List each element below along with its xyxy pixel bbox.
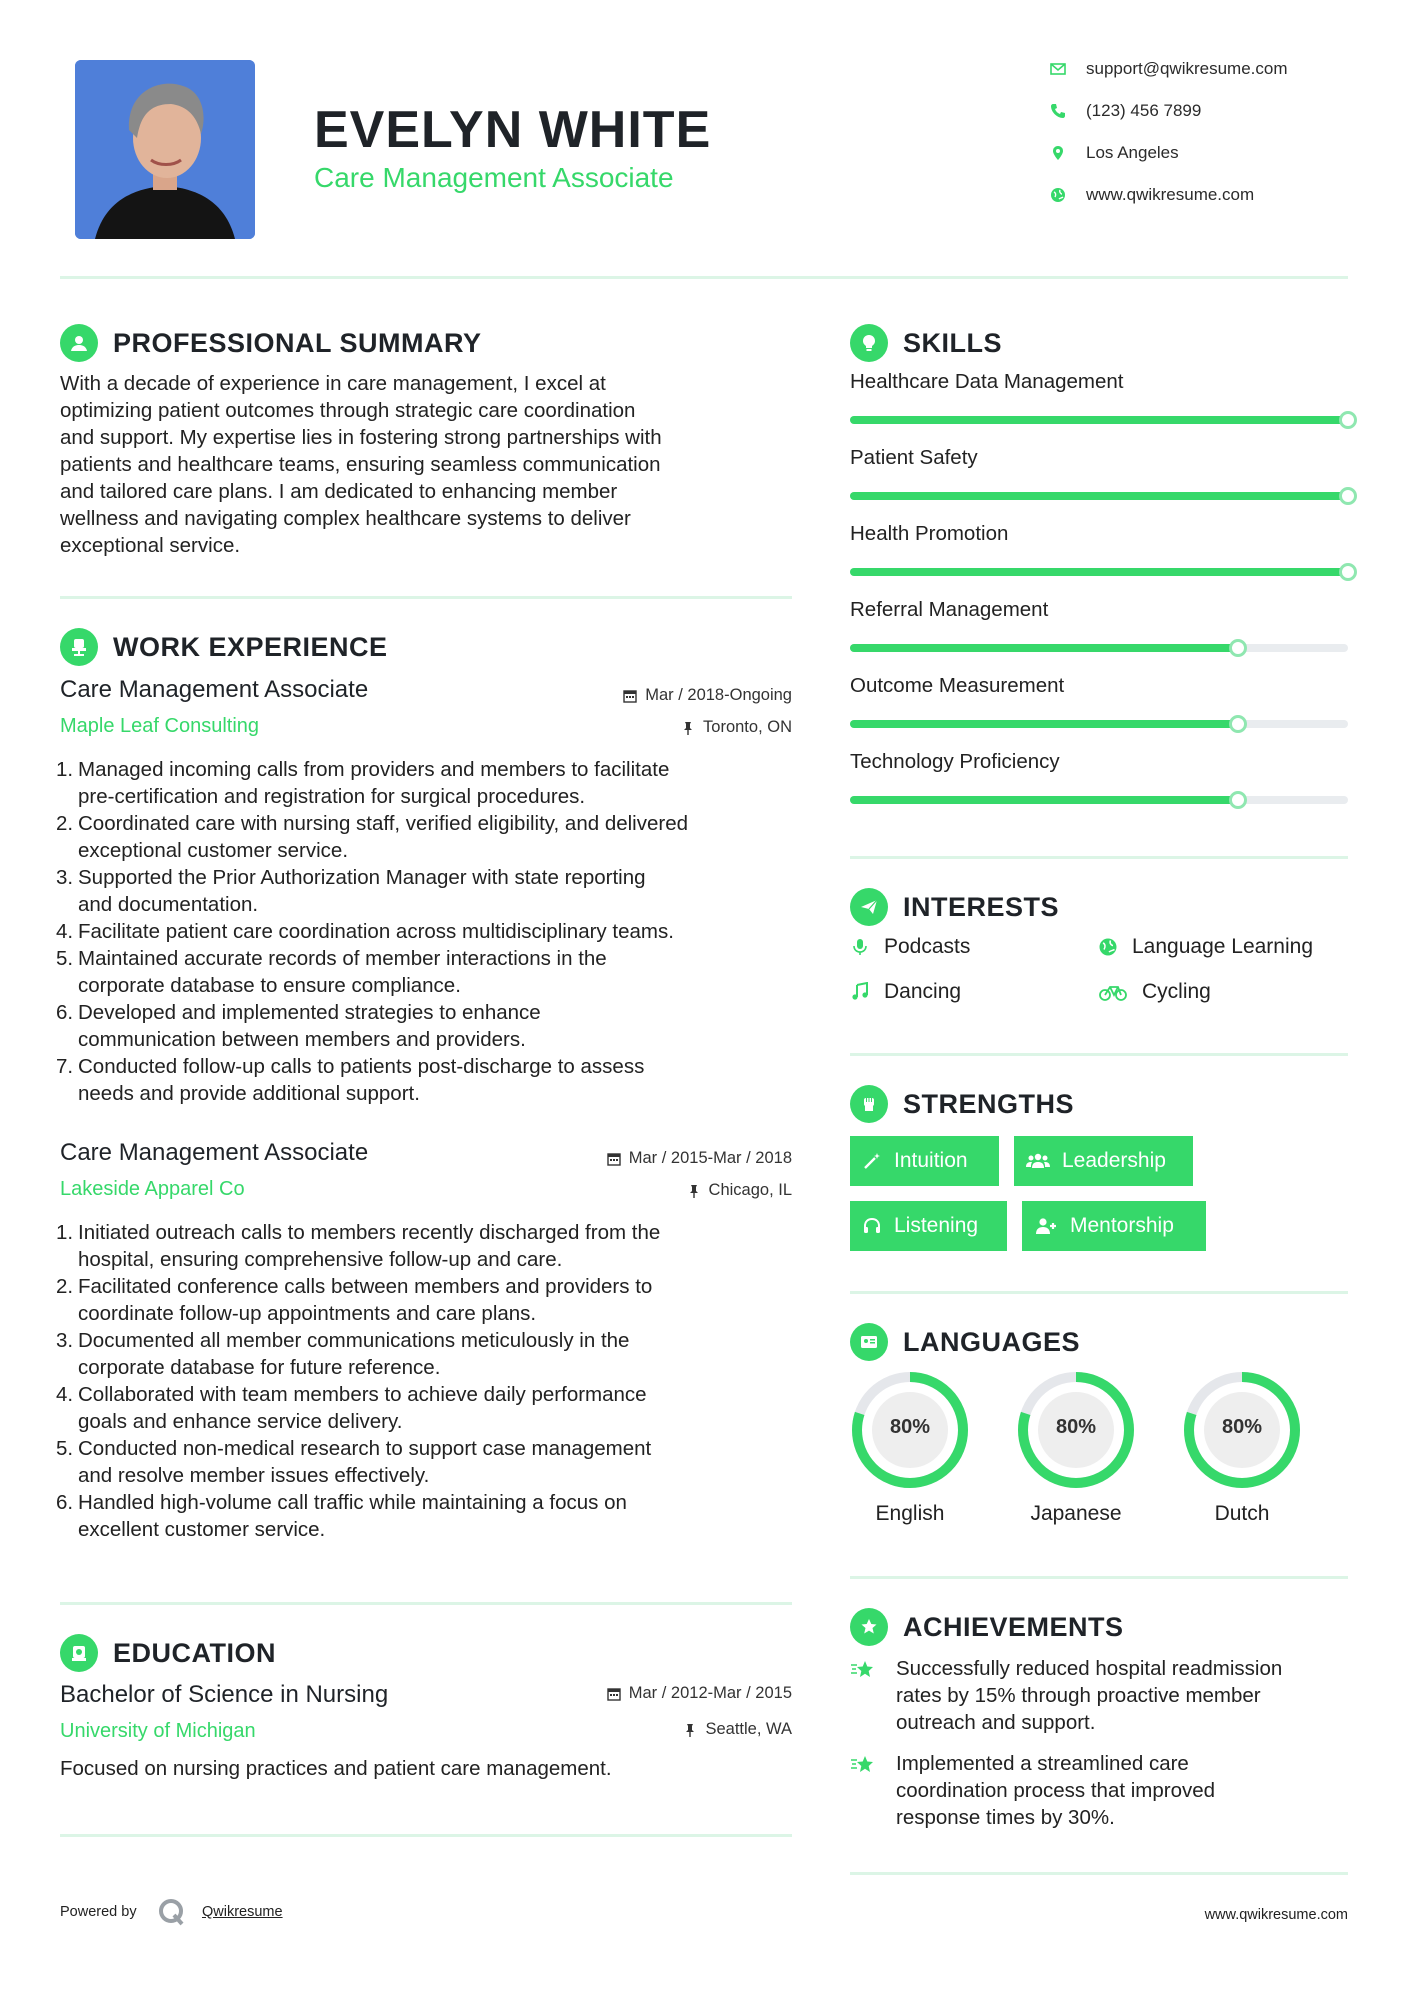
language-name: English: [875, 1502, 945, 1525]
achievements-heading: ACHIEVEMENTS: [850, 1608, 1124, 1646]
languages-heading: LANGUAGES: [850, 1323, 1080, 1361]
list-item: 7. Conducted follow-up calls to patients post-discharge to assess needs and provide additional support.: [56, 1055, 645, 1105]
globe-icon: [1098, 937, 1132, 957]
job-location: Toronto, ON: [560, 718, 792, 737]
language-percent: 80%: [1221, 1416, 1263, 1438]
music-note-icon: [850, 982, 884, 1002]
skill-bar-knob: [1339, 563, 1357, 581]
candidate-name: EVELYN WHITE: [314, 101, 712, 159]
strength-tag-mentorship: Mentorship: [1022, 1201, 1206, 1251]
achievement-item: Successfully reduced hospital readmission rates by 15% through proactive member outreach and support.: [850, 1655, 1348, 1736]
pushpin-icon: [681, 721, 695, 735]
headphones-icon: [862, 1216, 882, 1236]
company-name: Maple Leaf Consulting: [60, 715, 260, 737]
skills-divider: [850, 856, 1348, 859]
strengths-divider: [850, 1291, 1348, 1294]
star-badge-icon: [850, 1608, 888, 1646]
work-divider: [60, 1602, 792, 1605]
skill-bar-fill: [850, 568, 1348, 576]
job-title: Care Management Associate: [60, 1139, 369, 1166]
star-icon: [850, 1655, 896, 1736]
job-location: Chicago, IL: [560, 1181, 792, 1200]
strength-tag-intuition: Intuition: [850, 1136, 999, 1186]
users-icon: [1026, 1151, 1050, 1171]
skill-bar-track: [850, 416, 1348, 424]
contact-website[interactable]: [1050, 180, 1380, 210]
language-ring: [1014, 1368, 1138, 1492]
interest-dancing: Dancing: [850, 980, 961, 1004]
languages-divider: [850, 1576, 1348, 1579]
list-item: 6. Developed and implemented strategies to enhance communication between members and providers.: [56, 1001, 541, 1051]
powered-by-label: Powered by: [60, 1904, 137, 1920]
interest-podcasts: Podcasts: [850, 935, 970, 959]
profile-photo: [75, 60, 255, 239]
strength-tag-listening: Listening: [850, 1201, 1007, 1251]
skills-heading: SKILLS: [850, 324, 1002, 362]
skill-bar-fill: [850, 720, 1238, 728]
work-heading: WORK EXPERIENCE: [60, 628, 388, 666]
list-item: 1. Initiated outreach calls to members recently discharged from the hospital, ensuring comprehensive follow-up and care.: [56, 1221, 661, 1271]
phone-icon: [1050, 103, 1086, 119]
magic-wand-icon: [862, 1151, 882, 1171]
summary-divider: [60, 596, 792, 599]
school-name: University of Michigan: [60, 1720, 256, 1742]
list-item: 5. Maintained accurate records of member interactions in the corporate database to ensure compliance.: [56, 947, 607, 997]
interest-language-learning: Language Learning: [1098, 935, 1313, 959]
skill-label: Health Promotion: [850, 522, 1009, 545]
language-percent: 80%: [1055, 1416, 1097, 1438]
contact-location: [1050, 138, 1380, 168]
footer-website[interactable]: www.qwikresume.com: [1204, 1907, 1348, 1923]
envelope-icon: [1050, 61, 1086, 77]
paper-plane-icon: [850, 888, 888, 926]
candidate-title: Care Management Associate: [314, 162, 674, 193]
interest-cycling: Cycling: [1098, 980, 1211, 1004]
list-item: 4. Facilitate patient care coordination across multidisciplinary teams.: [56, 920, 674, 943]
interests-divider: [850, 1053, 1348, 1056]
star-icon: [850, 1750, 896, 1831]
list-item: 4. Collaborated with team members to achieve daily performance goals and enhance service delivery.: [56, 1383, 647, 1433]
language-ring: [848, 1368, 972, 1492]
skill-bar-knob: [1339, 487, 1357, 505]
language-name: Japanese: [1030, 1502, 1122, 1525]
user-plus-icon: [1034, 1216, 1058, 1236]
language-name: Dutch: [1214, 1502, 1270, 1525]
user-icon: [60, 324, 98, 362]
job-responsibilities: [56, 756, 800, 1107]
contact-location-text: Los Angeles: [1086, 143, 1179, 162]
list-item: 2. Coordinated care with nursing staff, verified eligibility, and delivered exceptional customer service.: [56, 812, 689, 862]
skill-bar-track: [850, 720, 1348, 728]
summary-text: With a decade of experience in care management, I excel at optimizing patient outcomes through strategic care coordination and support. My expertise lies in fostering strong partnerships with patients and healthcare teams, ensuring seamless communication and tailored care plans. I am dedicated to enhancing member wellness and navigating complex healthcare systems to deliver exceptional service.: [60, 372, 662, 557]
skill-label: Referral Management: [850, 598, 1049, 621]
contact-website-text: www.qwikresume.com: [1086, 185, 1255, 204]
calendar-icon: [623, 689, 637, 703]
skill-bar-track: [850, 568, 1348, 576]
microphone-icon: [850, 937, 884, 957]
skill-bar-track: [850, 644, 1348, 652]
qwikresume-logo: [158, 1898, 186, 1926]
contact-email-text: support@qwikresume.com: [1086, 59, 1288, 78]
lightbulb-icon: [850, 324, 888, 362]
briefcase-chair-icon: [60, 628, 98, 666]
skill-bar-fill: [850, 416, 1348, 424]
list-item: 2. Facilitated conference calls between members and providers to coordinate follow-up appointments and care plans.: [56, 1275, 653, 1325]
skill-bar-fill: [850, 644, 1238, 652]
skill-label: Healthcare Data Management: [850, 370, 1124, 393]
graduate-icon: [60, 1634, 98, 1672]
education-divider: [60, 1834, 792, 1837]
skill-bar-fill: [850, 492, 1348, 500]
qwikresume-link[interactable]: Qwikresume: [202, 1904, 283, 1920]
bicycle-icon: [1098, 982, 1142, 1002]
skill-label: Technology Proficiency: [850, 750, 1060, 773]
skill-bar-knob: [1229, 715, 1247, 733]
education-description: Focused on nursing practices and patient care management.: [60, 1757, 612, 1780]
summary-heading: PROFESSIONAL SUMMARY: [60, 324, 482, 362]
map-pin-icon: [1050, 145, 1086, 161]
list-item: 3. Documented all member communications meticulously in the corporate database for future reference.: [56, 1329, 630, 1379]
header-divider: [60, 276, 1348, 279]
calendar-icon: [607, 1687, 621, 1701]
skill-label: Outcome Measurement: [850, 674, 1065, 697]
contact-phone-text: (123) 456 7899: [1086, 101, 1202, 120]
list-item: 1. Managed incoming calls from providers and members to facilitate pre-certification and registration for surgical procedures.: [56, 758, 670, 808]
job-date: Mar / 2018-Ongoing: [560, 686, 792, 705]
achievements-divider: [850, 1872, 1348, 1875]
id-card-icon: [850, 1323, 888, 1361]
list-item: 3. Supported the Prior Authorization Manager with state reporting and documentation.: [56, 866, 646, 916]
degree-title: Bachelor of Science in Nursing: [60, 1681, 389, 1708]
interests-heading: INTERESTS: [850, 888, 1059, 926]
job-responsibilities: [56, 1219, 800, 1543]
language-ring: [1180, 1368, 1304, 1492]
education-date: Mar / 2012-Mar / 2015: [540, 1684, 792, 1703]
job-title: Care Management Associate: [60, 676, 369, 703]
list-item: 5. Conducted non-medical research to support case management and resolve member issues effectively.: [56, 1437, 652, 1487]
skill-bar-track: [850, 796, 1348, 804]
skill-label: Patient Safety: [850, 446, 978, 469]
globe-icon: [1050, 187, 1086, 203]
calendar-icon: [607, 1152, 621, 1166]
skill-bar-knob: [1229, 639, 1247, 657]
company-name: Lakeside Apparel Co: [60, 1178, 245, 1200]
strengths-heading: STRENGTHS: [850, 1085, 1074, 1123]
pushpin-icon: [687, 1184, 701, 1198]
education-location: Seattle, WA: [560, 1720, 792, 1739]
list-item: 6. Handled high-volume call traffic while maintaining a focus on excellent customer service.: [56, 1491, 627, 1541]
strength-tag-leadership: Leadership: [1014, 1136, 1193, 1186]
raised-fist-icon: [850, 1085, 888, 1123]
skill-bar-knob: [1229, 791, 1247, 809]
achievement-item: Implemented a streamlined care coordination process that improved response times by 30%.: [850, 1750, 1348, 1831]
contact-email[interactable]: [1050, 54, 1380, 84]
job-date: Mar / 2015-Mar / 2018: [540, 1149, 792, 1168]
skill-bar-fill: [850, 796, 1238, 804]
contact-phone[interactable]: [1050, 96, 1380, 126]
education-heading: EDUCATION: [60, 1634, 276, 1672]
language-percent: 80%: [889, 1416, 931, 1438]
skill-bar-knob: [1339, 411, 1357, 429]
pushpin-icon: [683, 1723, 697, 1737]
skill-bar-track: [850, 492, 1348, 500]
